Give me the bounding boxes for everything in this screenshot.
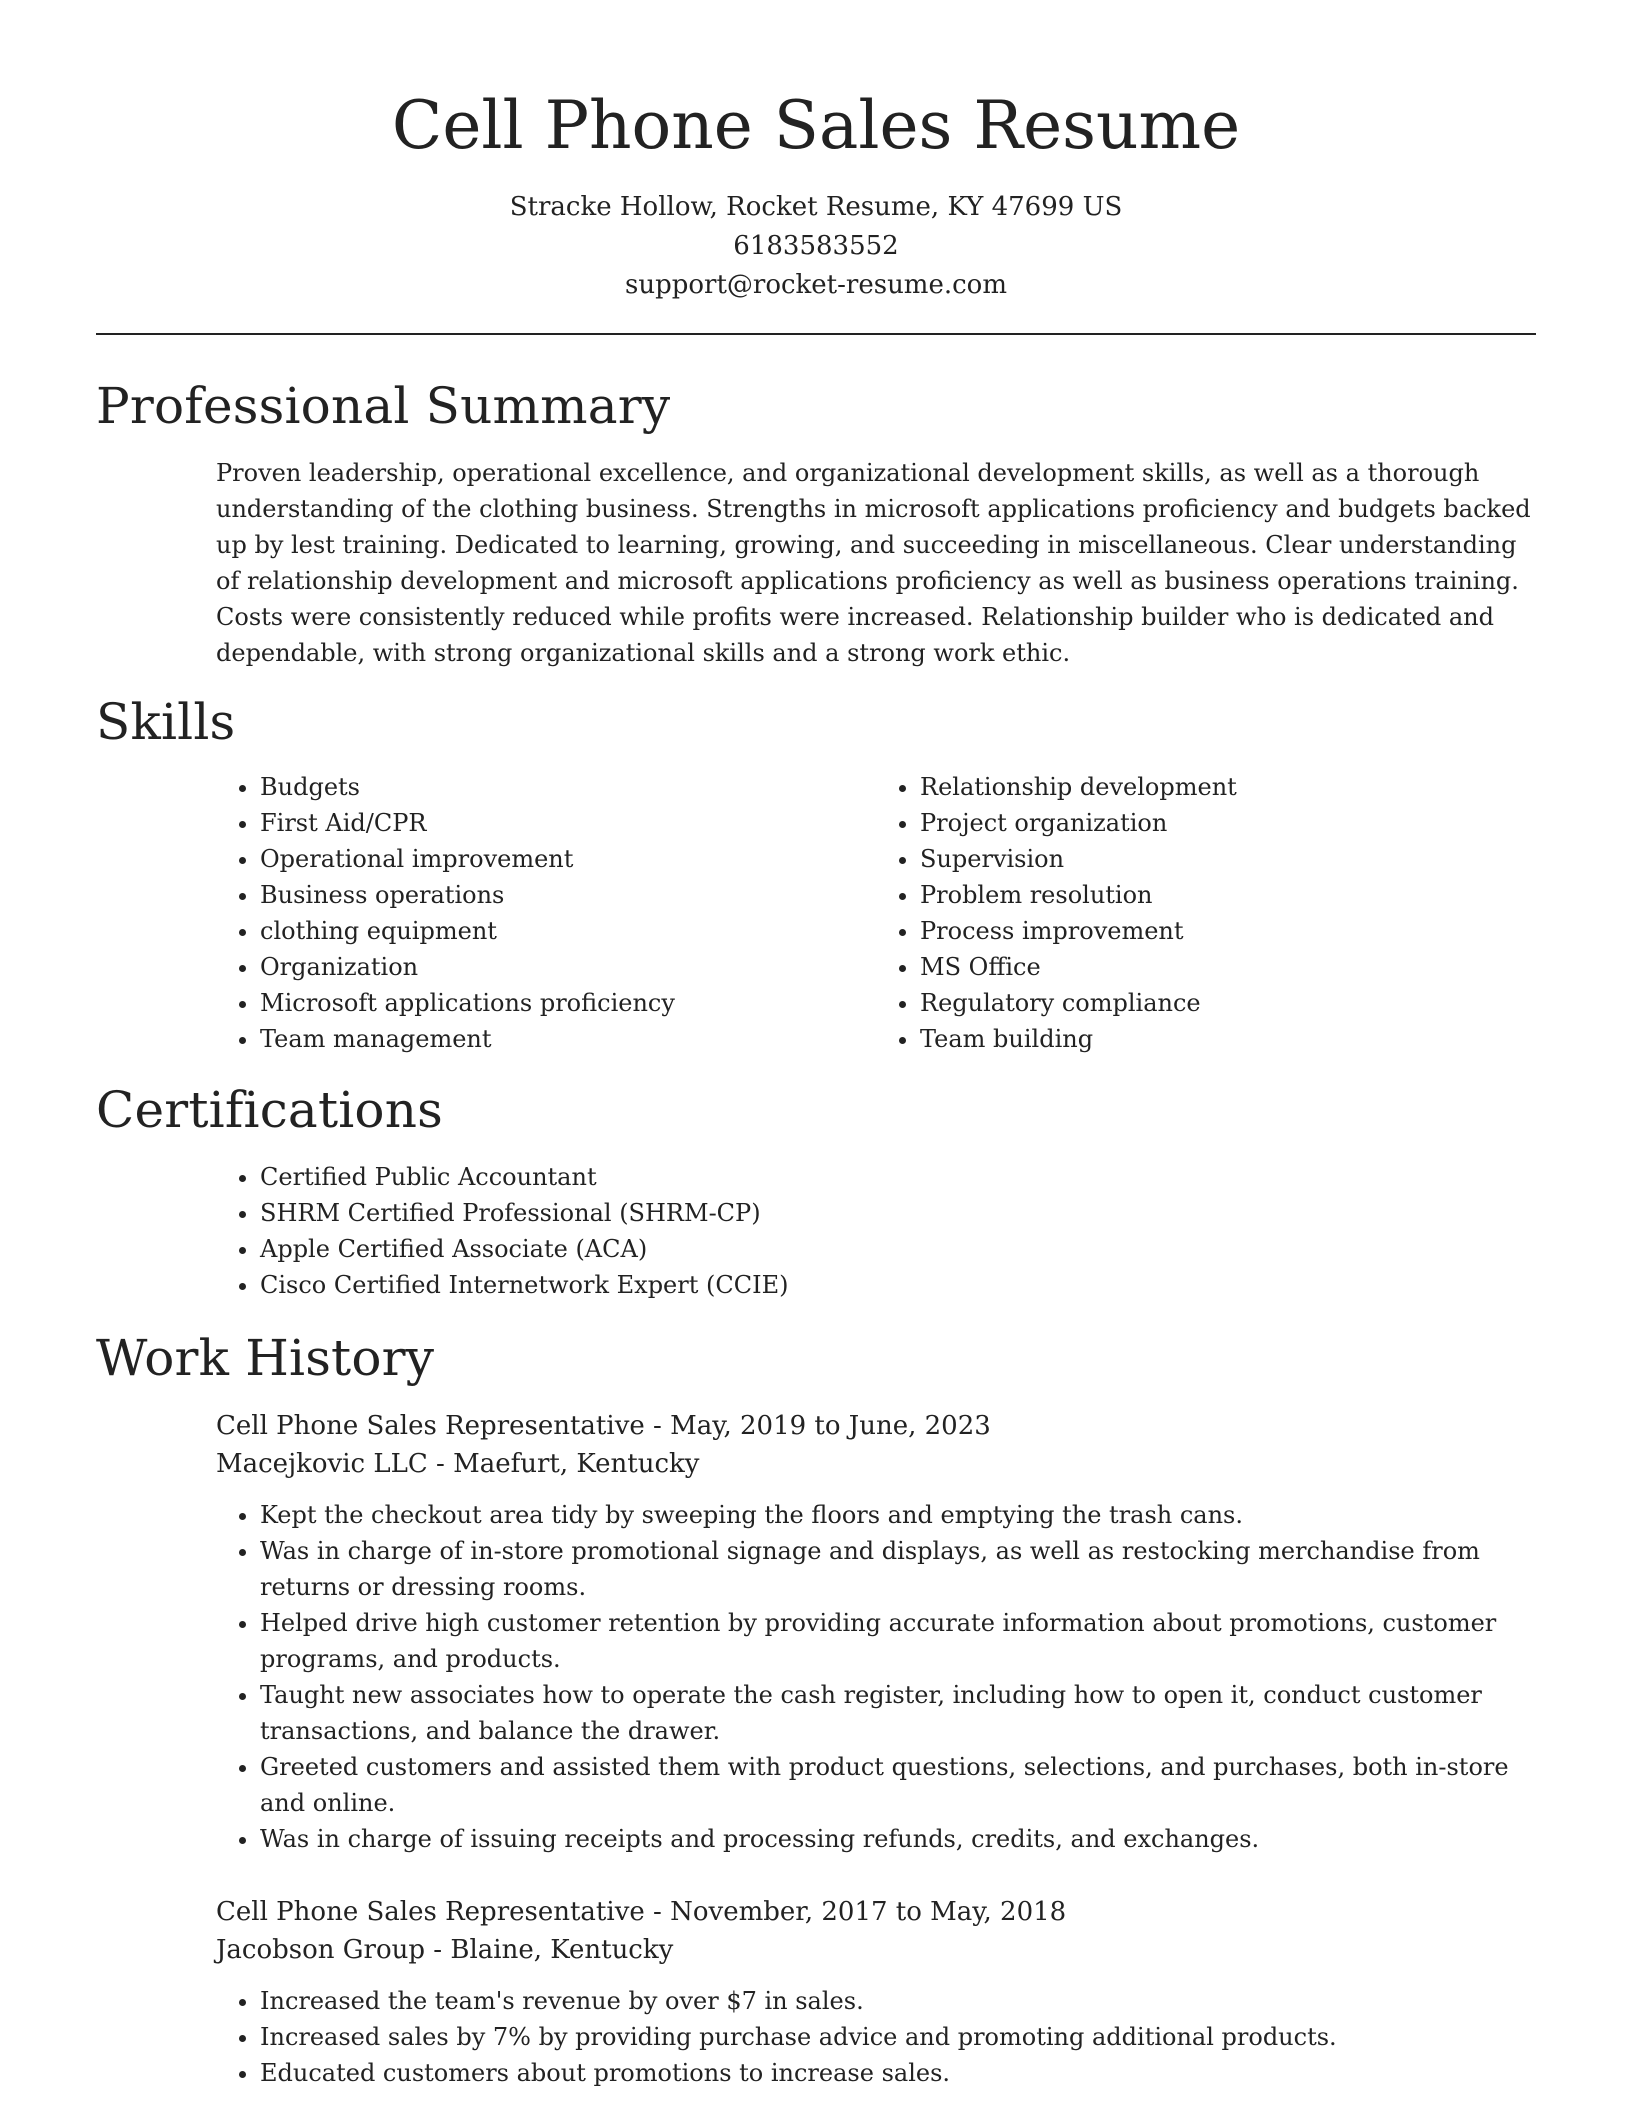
job-bullet: • Taught new associates how to operate the cash register, including how to open it, conduct customer transactions, and balance the drawer.: [260, 1677, 1542, 1749]
skill-item: • Relationship development: [920, 769, 1536, 805]
job-location: Blaine, Kentucky: [450, 1935, 674, 1965]
skill-item: • Project organization: [920, 805, 1536, 841]
certifications-section: [96, 1079, 1536, 1303]
skills-section: [96, 691, 1536, 1057]
job-title: Cell Phone Sales Representative: [216, 1897, 645, 1927]
skill-item: • Team building: [920, 1021, 1536, 1057]
skills-grid: [216, 769, 1536, 1057]
contact-block: [96, 188, 1536, 305]
header-divider: [96, 333, 1536, 335]
skill-item: • MS Office: [920, 949, 1536, 985]
contact-phone: 6183583552: [733, 231, 899, 261]
job-company-line: Macejkovic LLC - Maefurt, Kentucky: [216, 1449, 700, 1479]
job-dates: November, 2017 to May, 2018: [670, 1897, 1067, 1927]
job-bullet: • Greeted customers and assisted them with product questions, selections, and purchases, both in-store and online.: [260, 1749, 1542, 1821]
job-location: Maefurt, Kentucky: [453, 1449, 700, 1479]
job-entry: [216, 1893, 1542, 2091]
summary-text: Proven leadership, operational excellence, and organizational development skills, as well as a thorough understanding of the clothing business. Strengths in microsoft applications proficiency and budgets backed up by lest training. Dedicated to learning, growing, and succeeding in miscellaneous. Clear understanding of relationship development and microsoft applications proficiency as well as business operations training. Costs were consistently reduced while profits were increased. Relationship builder who is dedicated and dependable, with strong organizational skills and a strong work ethic.: [216, 459, 1531, 667]
contact-address: Stracke Hollow, Rocket Resume, KY 47699 US: [509, 192, 1123, 222]
certification-item: • Cisco Certified Internetwork Expert (CCIE): [260, 1267, 1536, 1303]
job-bullet: • Increased the team's revenue by over $7 in sales.: [260, 1983, 1542, 2019]
skill-item: • Supervision: [920, 841, 1536, 877]
work-history-heading: Work History: [96, 1329, 435, 1387]
certification-item: • Apple Certified Associate (ACA): [260, 1231, 1536, 1267]
skill-item: • Operational improvement: [260, 841, 876, 877]
job-bullet: • Increased sales by 7% by providing purchase advice and promoting additional products.: [260, 2019, 1542, 2055]
job-bullet: • Helped drive high customer retention by providing accurate information about promotions, customer programs, and products.: [260, 1605, 1542, 1677]
skill-item: • Problem resolution: [920, 877, 1536, 913]
skill-item: • Budgets: [260, 769, 876, 805]
job-title-line: Cell Phone Sales Representative - May, 2019 to June, 2023: [216, 1411, 991, 1441]
skills-heading: Skills: [96, 693, 236, 751]
job-bullets: [216, 1497, 1542, 1857]
professional-summary-section: [96, 375, 1536, 671]
job-dates: May, 2019 to June, 2023: [670, 1411, 991, 1441]
work-history-section: [96, 1327, 1536, 2091]
skill-item: • Process improvement: [920, 913, 1536, 949]
skill-item: • Regulatory compliance: [920, 985, 1536, 1021]
job-title: Cell Phone Sales Representative: [216, 1411, 645, 1441]
job-company: Jacobson Group: [216, 1935, 426, 1965]
resume-page: [96, 0, 1536, 2091]
skill-item: • Microsoft applications proficiency: [260, 985, 876, 1021]
skills-left-column: [216, 769, 876, 1057]
skill-item: • Team management: [260, 1021, 876, 1057]
job-bullets: [216, 1983, 1542, 2091]
job-entry: [216, 1407, 1542, 1857]
resume-title: Cell Phone Sales Resume: [391, 87, 1241, 164]
skill-item: • Organization: [260, 949, 876, 985]
skill-item: • clothing equipment: [260, 913, 876, 949]
certifications-heading: Certifications: [96, 1081, 443, 1139]
job-bullet: • Was in charge of issuing receipts and processing refunds, credits, and exchanges.: [260, 1821, 1542, 1857]
job-company: Macejkovic LLC: [216, 1449, 428, 1479]
contact-email: support@rocket-resume.com: [624, 270, 1007, 300]
certification-item: • SHRM Certified Professional (SHRM-CP): [260, 1195, 1536, 1231]
certification-item: • Certified Public Accountant: [260, 1159, 1536, 1195]
job-bullet: • Kept the checkout area tidy by sweeping the floors and emptying the trash cans.: [260, 1497, 1542, 1533]
job-bullet: • Was in charge of in-store promotional signage and displays, as well as restocking merchandise from returns or dressing rooms.: [260, 1533, 1542, 1605]
job-company-line: Jacobson Group - Blaine, Kentucky: [216, 1935, 674, 1965]
skill-item: • Business operations: [260, 877, 876, 913]
job-bullet: • Educated customers about promotions to increase sales.: [260, 2055, 1542, 2091]
skill-item: • First Aid/CPR: [260, 805, 876, 841]
certifications-list: [216, 1159, 1536, 1303]
summary-heading: Professional Summary: [96, 377, 671, 435]
skills-right-column: [876, 769, 1536, 1057]
job-title-line: Cell Phone Sales Representative - November, 2017 to May, 2018: [216, 1897, 1067, 1927]
